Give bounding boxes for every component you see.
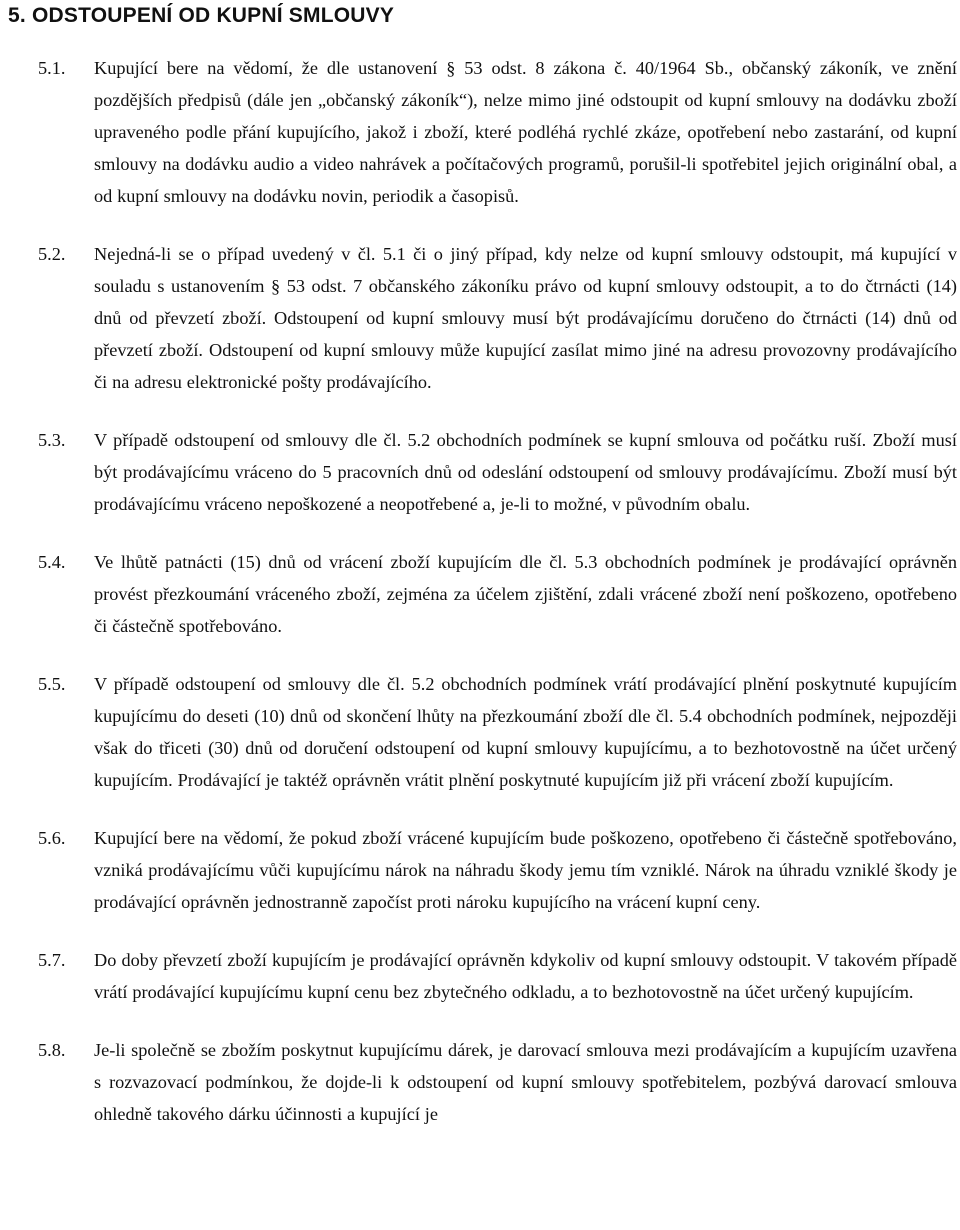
clause-text: Je-li společně se zbožím poskytnut kupujícímu dárek, je darovací smlouva mezi prodávajícím a kupujícím uzavřena s rozvazovací podmínkou, že dojde-li k odstoupení od kupní smlouvy spotřebitelem, pozbývá darovací smlouva ohledně takového dárku účinnosti a kupující je xyxy=(94,1040,957,1124)
clause-number: 5.6. xyxy=(38,828,66,848)
section-title: ODSTOUPENÍ OD KUPNÍ SMLOUVY xyxy=(32,4,395,27)
clause-number: 5.1. xyxy=(38,58,66,78)
clause-5-6 xyxy=(8,822,957,918)
clause-list xyxy=(8,52,957,1130)
clause-number: 5.8. xyxy=(38,1040,66,1060)
clause-number: 5.7. xyxy=(38,950,66,970)
clause-5-1 xyxy=(8,52,957,212)
clause-text: Ve lhůtě patnácti (15) dnů od vrácení zboží kupujícím dle čl. 5.3 obchodních podmínek je prodávající oprávněn provést přezkoumání vráceného zboží, zejména za účelem zjištění, zdali vrácené zboží není poškozeno, opotřebeno či částečně spotřebováno. xyxy=(94,552,957,636)
section-number: 5. xyxy=(8,4,26,27)
clause-5-3 xyxy=(8,424,957,520)
clause-number: 5.5. xyxy=(38,674,66,694)
clause-text: V případě odstoupení od smlouvy dle čl. 5.2 obchodních podmínek vrátí prodávající plnění poskytnuté kupujícím kupujícímu do deseti (10) dnů od skončení lhůty na přezkoumání zboží dle čl. 5.4 obchodních podmínek, nejpozději však do třiceti (30) dnů od doručení odstoupení od kupní smlouvy kupujícímu, a to bezhotovostně na účet určený kupujícím. Prodávající je taktéž oprávněn vrátit plnění poskytnuté kupujícím již při vrácení zboží kupujícím. xyxy=(94,674,957,790)
clause-text: Kupující bere na vědomí, že pokud zboží vrácené kupujícím bude poškozeno, opotřebeno či částečně spotřebováno, vzniká prodávajícímu vůči kupujícímu nárok na náhradu škody jemu tím vzniklé. Nárok na úhradu vzniklé škody je prodávající oprávněn jednostranně započíst proti nároku kupujícího na vrácení kupní ceny. xyxy=(94,828,957,912)
clause-5-7 xyxy=(8,944,957,1008)
clause-number: 5.4. xyxy=(38,552,66,572)
clause-text: V případě odstoupení od smlouvy dle čl. 5.2 obchodních podmínek se kupní smlouva od počátku ruší. Zboží musí být prodávajícímu vráceno do 5 pracovních dnů od odeslání odstoupení od smlouvy prodávajícímu. Zboží musí být prodávajícímu vráceno nepoškozené a neopotřebené a, je-li to možné, v původním obalu. xyxy=(94,430,957,514)
clause-number: 5.3. xyxy=(38,430,66,450)
clause-5-2 xyxy=(8,238,957,398)
clause-5-4 xyxy=(8,546,957,642)
clause-5-5 xyxy=(8,668,957,796)
clause-5-8 xyxy=(8,1034,957,1130)
section-heading xyxy=(8,2,957,30)
clause-text: Do doby převzetí zboží kupujícím je prodávající oprávněn kdykoliv od kupní smlouvy odstoupit. V takovém případě vrátí prodávající kupujícímu kupní cenu bez zbytečného odkladu, a to bezhotovostně na účet určený kupujícím. xyxy=(94,950,957,1002)
clause-text: Kupující bere na vědomí, že dle ustanovení § 53 odst. 8 zákona č. 40/1964 Sb., občanský zákoník, ve znění pozdějších předpisů (dále jen „občanský zákoník“), nelze mimo jiné odstoupit od kupní smlouvy na dodávku zboží upraveného podle přání kupujícího, jakož i zboží, které podléhá rychlé zkáze, opotřebení nebo zastarání, od kupní smlouvy na dodávku audio a video nahrávek a počítačových programů, porušil-li spotřebitel jejich originální obal, a od kupní smlouvy na dodávku novin, periodik a časopisů. xyxy=(94,58,957,206)
clause-number: 5.2. xyxy=(38,244,66,264)
clause-text: Nejedná-li se o případ uvedený v čl. 5.1 či o jiný případ, kdy nelze od kupní smlouvy odstoupit, má kupující v souladu s ustanovením § 53 odst. 7 občanského zákoníku právo od kupní smlouvy odstoupit, a to do čtrnácti (14) dnů od převzetí zboží. Odstoupení od kupní smlouvy musí být prodávajícímu doručeno do čtrnácti (14) dnů od převzetí zboží. Odstoupení od kupní smlouvy může kupující zasílat mimo jiné na adresu provozovny prodávajícího či na adresu elektronické pošty prodávajícího. xyxy=(94,244,957,392)
